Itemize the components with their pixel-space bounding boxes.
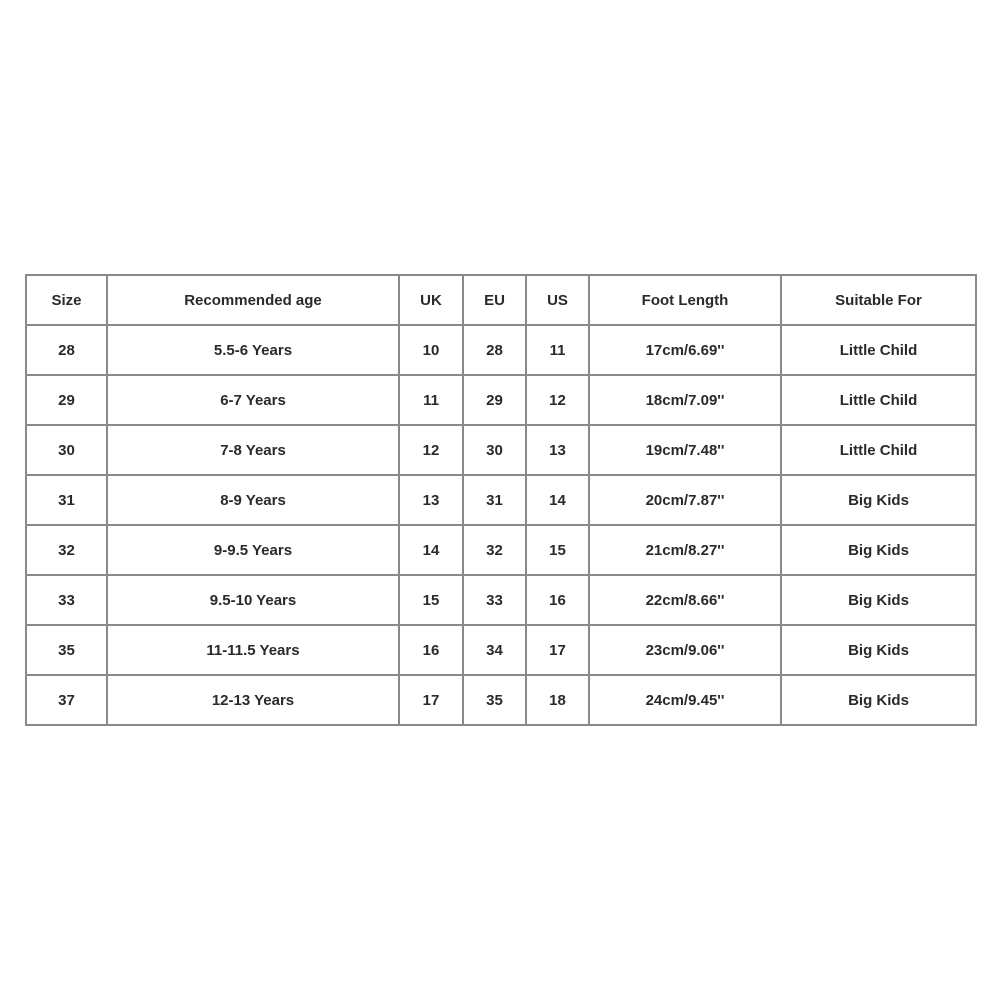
- cell-foot-length: 18cm/7.09'': [589, 375, 781, 425]
- cell-eu: 28: [463, 325, 526, 375]
- header-size: Size: [26, 275, 107, 325]
- cell-suitable-for: Little Child: [781, 325, 976, 375]
- table-row: [26, 375, 976, 425]
- cell-us: 12: [526, 375, 589, 425]
- header-foot-length: Foot Length: [589, 275, 781, 325]
- cell-size: 31: [26, 475, 107, 525]
- header-row: [26, 275, 976, 325]
- cell-size: 33: [26, 575, 107, 625]
- cell-suitable-for: Big Kids: [781, 475, 976, 525]
- cell-eu: 35: [463, 675, 526, 725]
- cell-us: 18: [526, 675, 589, 725]
- cell-suitable-for: Big Kids: [781, 675, 976, 725]
- header-recommended-age: Recommended age: [107, 275, 399, 325]
- cell-us: 14: [526, 475, 589, 525]
- cell-eu: 29: [463, 375, 526, 425]
- table-row: [26, 575, 976, 625]
- cell-suitable-for: Little Child: [781, 425, 976, 475]
- cell-eu: 32: [463, 525, 526, 575]
- table-row: [26, 625, 976, 675]
- size-chart-header: [26, 275, 976, 325]
- header-us: US: [526, 275, 589, 325]
- table-row: [26, 325, 976, 375]
- cell-size: 37: [26, 675, 107, 725]
- cell-eu: 31: [463, 475, 526, 525]
- cell-size: 32: [26, 525, 107, 575]
- cell-uk: 17: [399, 675, 463, 725]
- cell-recommended-age: 6-7 Years: [107, 375, 399, 425]
- cell-eu: 33: [463, 575, 526, 625]
- cell-size: 30: [26, 425, 107, 475]
- header-eu: EU: [463, 275, 526, 325]
- cell-us: 17: [526, 625, 589, 675]
- cell-us: 13: [526, 425, 589, 475]
- header-uk: UK: [399, 275, 463, 325]
- cell-eu: 30: [463, 425, 526, 475]
- cell-suitable-for: Big Kids: [781, 625, 976, 675]
- cell-eu: 34: [463, 625, 526, 675]
- cell-recommended-age: 9-9.5 Years: [107, 525, 399, 575]
- cell-foot-length: 19cm/7.48'': [589, 425, 781, 475]
- cell-size: 29: [26, 375, 107, 425]
- cell-size: 35: [26, 625, 107, 675]
- table-row: [26, 475, 976, 525]
- table-row: [26, 425, 976, 475]
- size-chart-body: [26, 325, 976, 725]
- table-row: [26, 525, 976, 575]
- table-row: [26, 675, 976, 725]
- cell-foot-length: 23cm/9.06'': [589, 625, 781, 675]
- cell-us: 11: [526, 325, 589, 375]
- cell-foot-length: 22cm/8.66'': [589, 575, 781, 625]
- cell-foot-length: 17cm/6.69'': [589, 325, 781, 375]
- cell-uk: 10: [399, 325, 463, 375]
- cell-size: 28: [26, 325, 107, 375]
- cell-uk: 15: [399, 575, 463, 625]
- cell-recommended-age: 7-8 Years: [107, 425, 399, 475]
- header-suitable-for: Suitable For: [781, 275, 976, 325]
- cell-uk: 12: [399, 425, 463, 475]
- cell-us: 16: [526, 575, 589, 625]
- cell-foot-length: 20cm/7.87'': [589, 475, 781, 525]
- cell-suitable-for: Big Kids: [781, 575, 976, 625]
- cell-recommended-age: 11-11.5 Years: [107, 625, 399, 675]
- cell-us: 15: [526, 525, 589, 575]
- cell-recommended-age: 8-9 Years: [107, 475, 399, 525]
- cell-uk: 16: [399, 625, 463, 675]
- cell-uk: 11: [399, 375, 463, 425]
- cell-recommended-age: 9.5-10 Years: [107, 575, 399, 625]
- cell-suitable-for: Little Child: [781, 375, 976, 425]
- size-chart-table: [25, 274, 977, 726]
- cell-suitable-for: Big Kids: [781, 525, 976, 575]
- cell-foot-length: 21cm/8.27'': [589, 525, 781, 575]
- cell-uk: 13: [399, 475, 463, 525]
- cell-recommended-age: 5.5-6 Years: [107, 325, 399, 375]
- cell-foot-length: 24cm/9.45'': [589, 675, 781, 725]
- cell-recommended-age: 12-13 Years: [107, 675, 399, 725]
- cell-uk: 14: [399, 525, 463, 575]
